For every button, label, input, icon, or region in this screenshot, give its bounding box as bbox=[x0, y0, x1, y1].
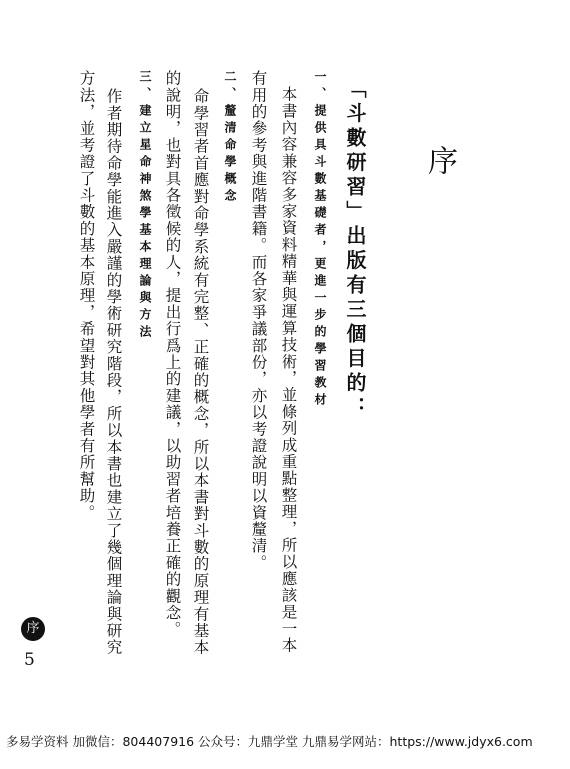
footer-watermark-text: 多易学资料 加微信：804407916 公众号：九鼎学堂 九鼎易学网站：https://www.jdyx6.com bbox=[6, 734, 533, 749]
body-line: 的說明，也對具各徵候的人，提出行爲上的建議，以助習者培養正確的觀念。 bbox=[163, 70, 182, 638]
heading: 「斗數研習」出版有三個目的： bbox=[343, 78, 367, 421]
body-line: 本書內容兼容多家資料精華與運算技術，並條列成重點整理，所以應該是一本 bbox=[279, 86, 298, 654]
item-heading-1: 一、提供具斗數基礎者，更進一步的學習教材 bbox=[313, 70, 327, 410]
item-heading-3: 三、建立星命神煞學基本理論與方法 bbox=[138, 70, 152, 342]
page-number: 5 bbox=[24, 650, 35, 670]
page-title: 序 bbox=[422, 145, 457, 175]
body-line: 作者期待命學能進入嚴謹的學術研究階段，所以本書也建立了幾個理論與研究 bbox=[104, 88, 123, 656]
item-heading-2: 二、釐清命學概念 bbox=[223, 70, 237, 206]
body-line: 有用的參考與進階書籍。而各家爭議部份，亦以考證說明以資釐清。 bbox=[249, 70, 268, 571]
body-line: 命學習者首應對命學系統有完整、正確的概念，所以本書對斗數的原理有基本 bbox=[191, 88, 210, 656]
section-badge: 序 bbox=[21, 617, 45, 641]
body-line: 方法，並考證了斗數的基本原理，希望對其他學者有所幫助。 bbox=[77, 70, 96, 521]
